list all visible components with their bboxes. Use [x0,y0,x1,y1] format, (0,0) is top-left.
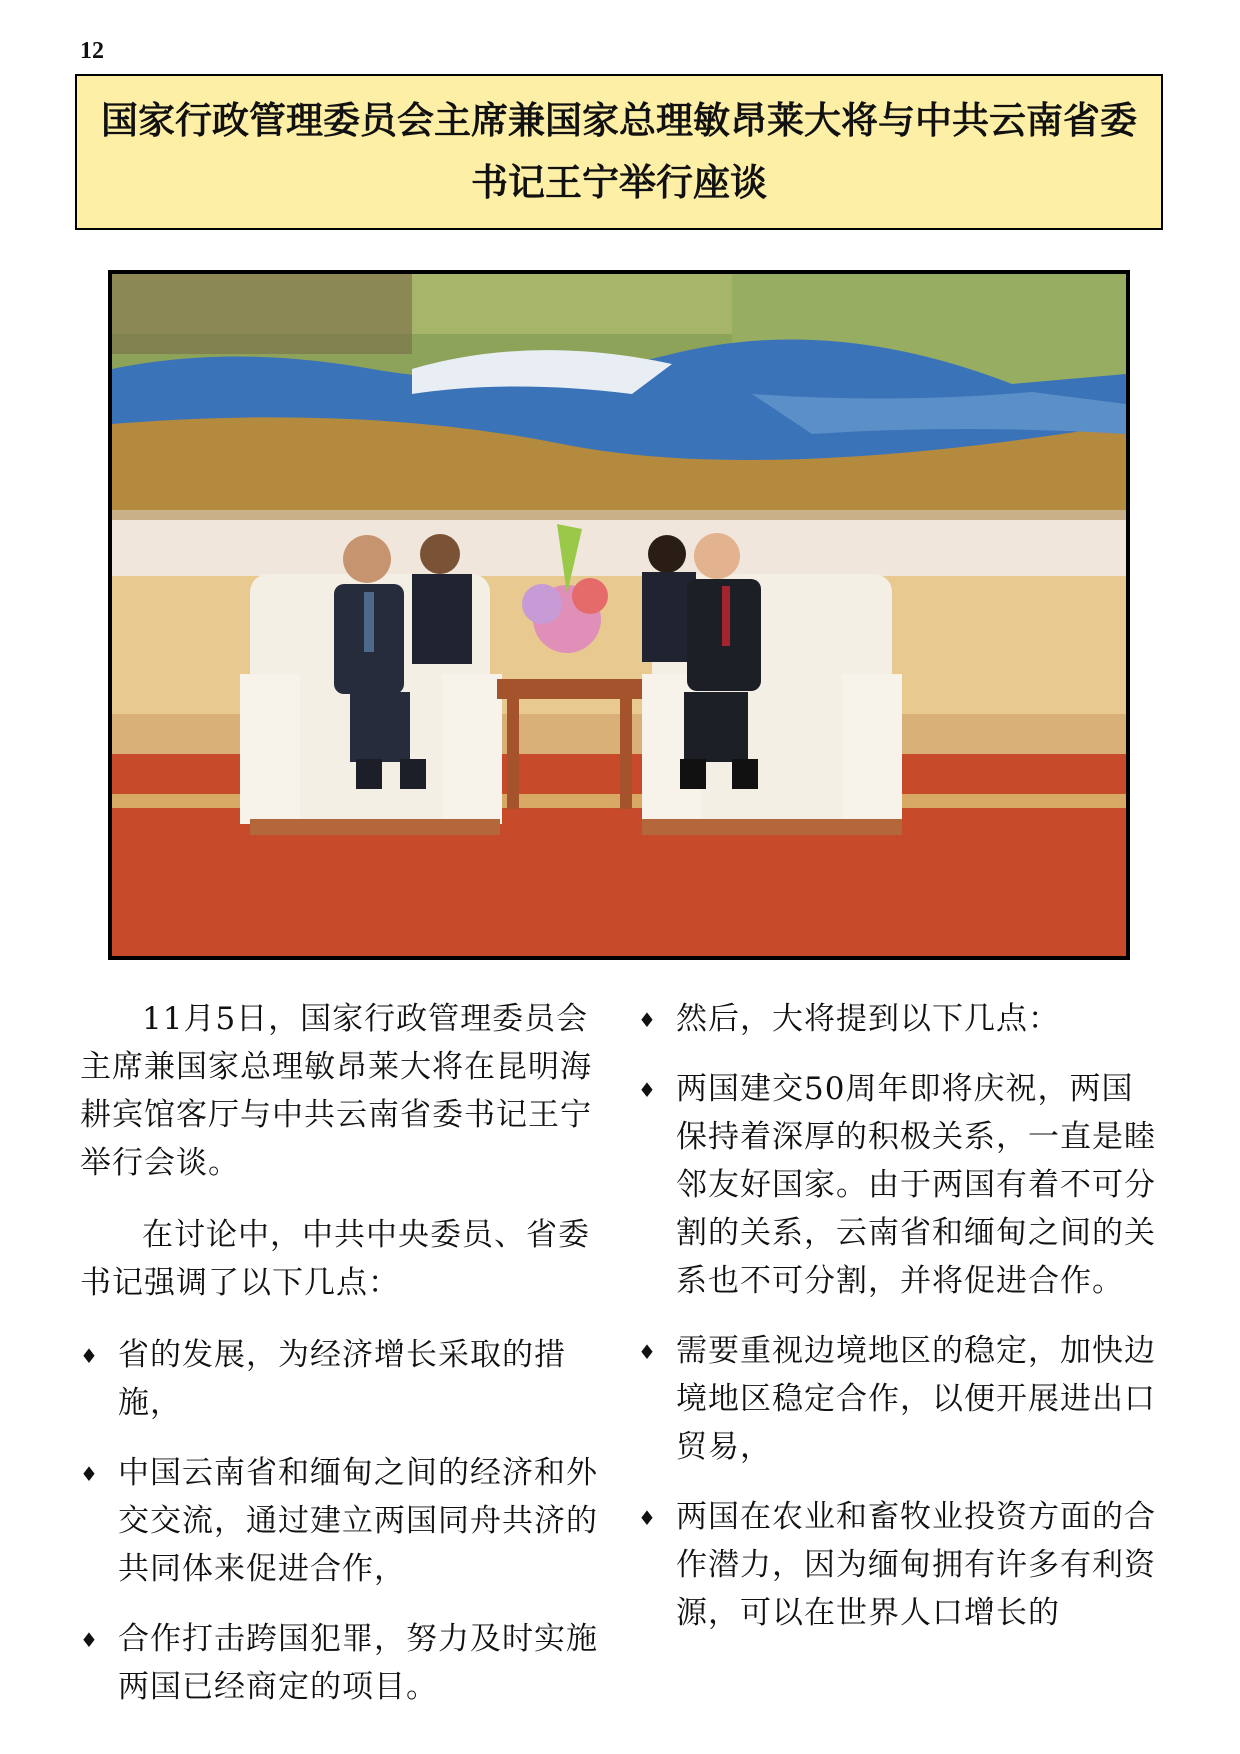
diamond-bullet-icon: ♦ [80,1344,99,1368]
diamond-bullet-icon: ♦ [80,1628,99,1652]
paragraph: 在讨论中，中共中央委员、省委书记强调了以下几点： [80,1217,590,1301]
diamond-bullet-icon: ♦ [80,1462,99,1486]
list-item [638,1327,1158,1471]
article-title [75,74,1163,230]
list-item-text: 需要重视边境地区的稳定，加快边境地区稳定合作，以便开展进出口贸易， [676,1333,1156,1465]
list-item-text: 合作打击跨国犯罪，努力及时实施两国已经商定的项目。 [118,1621,598,1705]
bullet-list [638,995,1158,1637]
right-column [638,995,1158,1659]
left-column [80,995,600,1733]
diamond-bullet-icon: ♦ [638,1506,657,1530]
page-number: 12 [80,38,104,64]
list-item-text: 省的发展，为经济增长采取的措施， [118,1337,566,1421]
diamond-bullet-icon: ♦ [638,1078,657,1102]
list-item-text: 两国在农业和畜牧业投资方面的合作潜力，因为缅甸拥有许多有利资源，可以在世界人口增长的 [676,1499,1156,1631]
list-item [80,1615,600,1711]
list-item-text: 中国云南省和缅甸之间的经济和外交交流，通过建立两国同舟共济的共同体来促进合作， [118,1455,598,1587]
list-item-text: 然后，大将提到以下几点： [676,1001,1060,1037]
list-item [80,1449,600,1593]
diamond-bullet-icon: ♦ [638,1008,657,1032]
list-item [638,1065,1158,1305]
bullet-list [80,1331,600,1711]
list-item [80,1331,600,1427]
article-title-text: 国家行政管理委员会主席兼国家总理敏昂莱大将与中共云南省委书记王宁举行座谈 [101,99,1137,204]
list-item-text: 两国建交50周年即将庆祝，两国保持着深厚的积极关系，一直是睦邻友好国家。由于两国有着不可分割的关系，云南省和缅甸之间的关系也不可分割，并将促进合作。 [676,1071,1156,1299]
list-item [638,995,1158,1043]
paragraph: 11月5日，国家行政管理委员会主席兼国家总理敏昂莱大将在昆明海耕宾馆客厅与中共云南省委书记王宁举行会谈。 [80,1001,592,1181]
meeting-photo [108,270,1130,960]
list-item [638,1493,1158,1637]
meeting-photo-illustration [112,274,1126,956]
diamond-bullet-icon: ♦ [638,1340,657,1364]
